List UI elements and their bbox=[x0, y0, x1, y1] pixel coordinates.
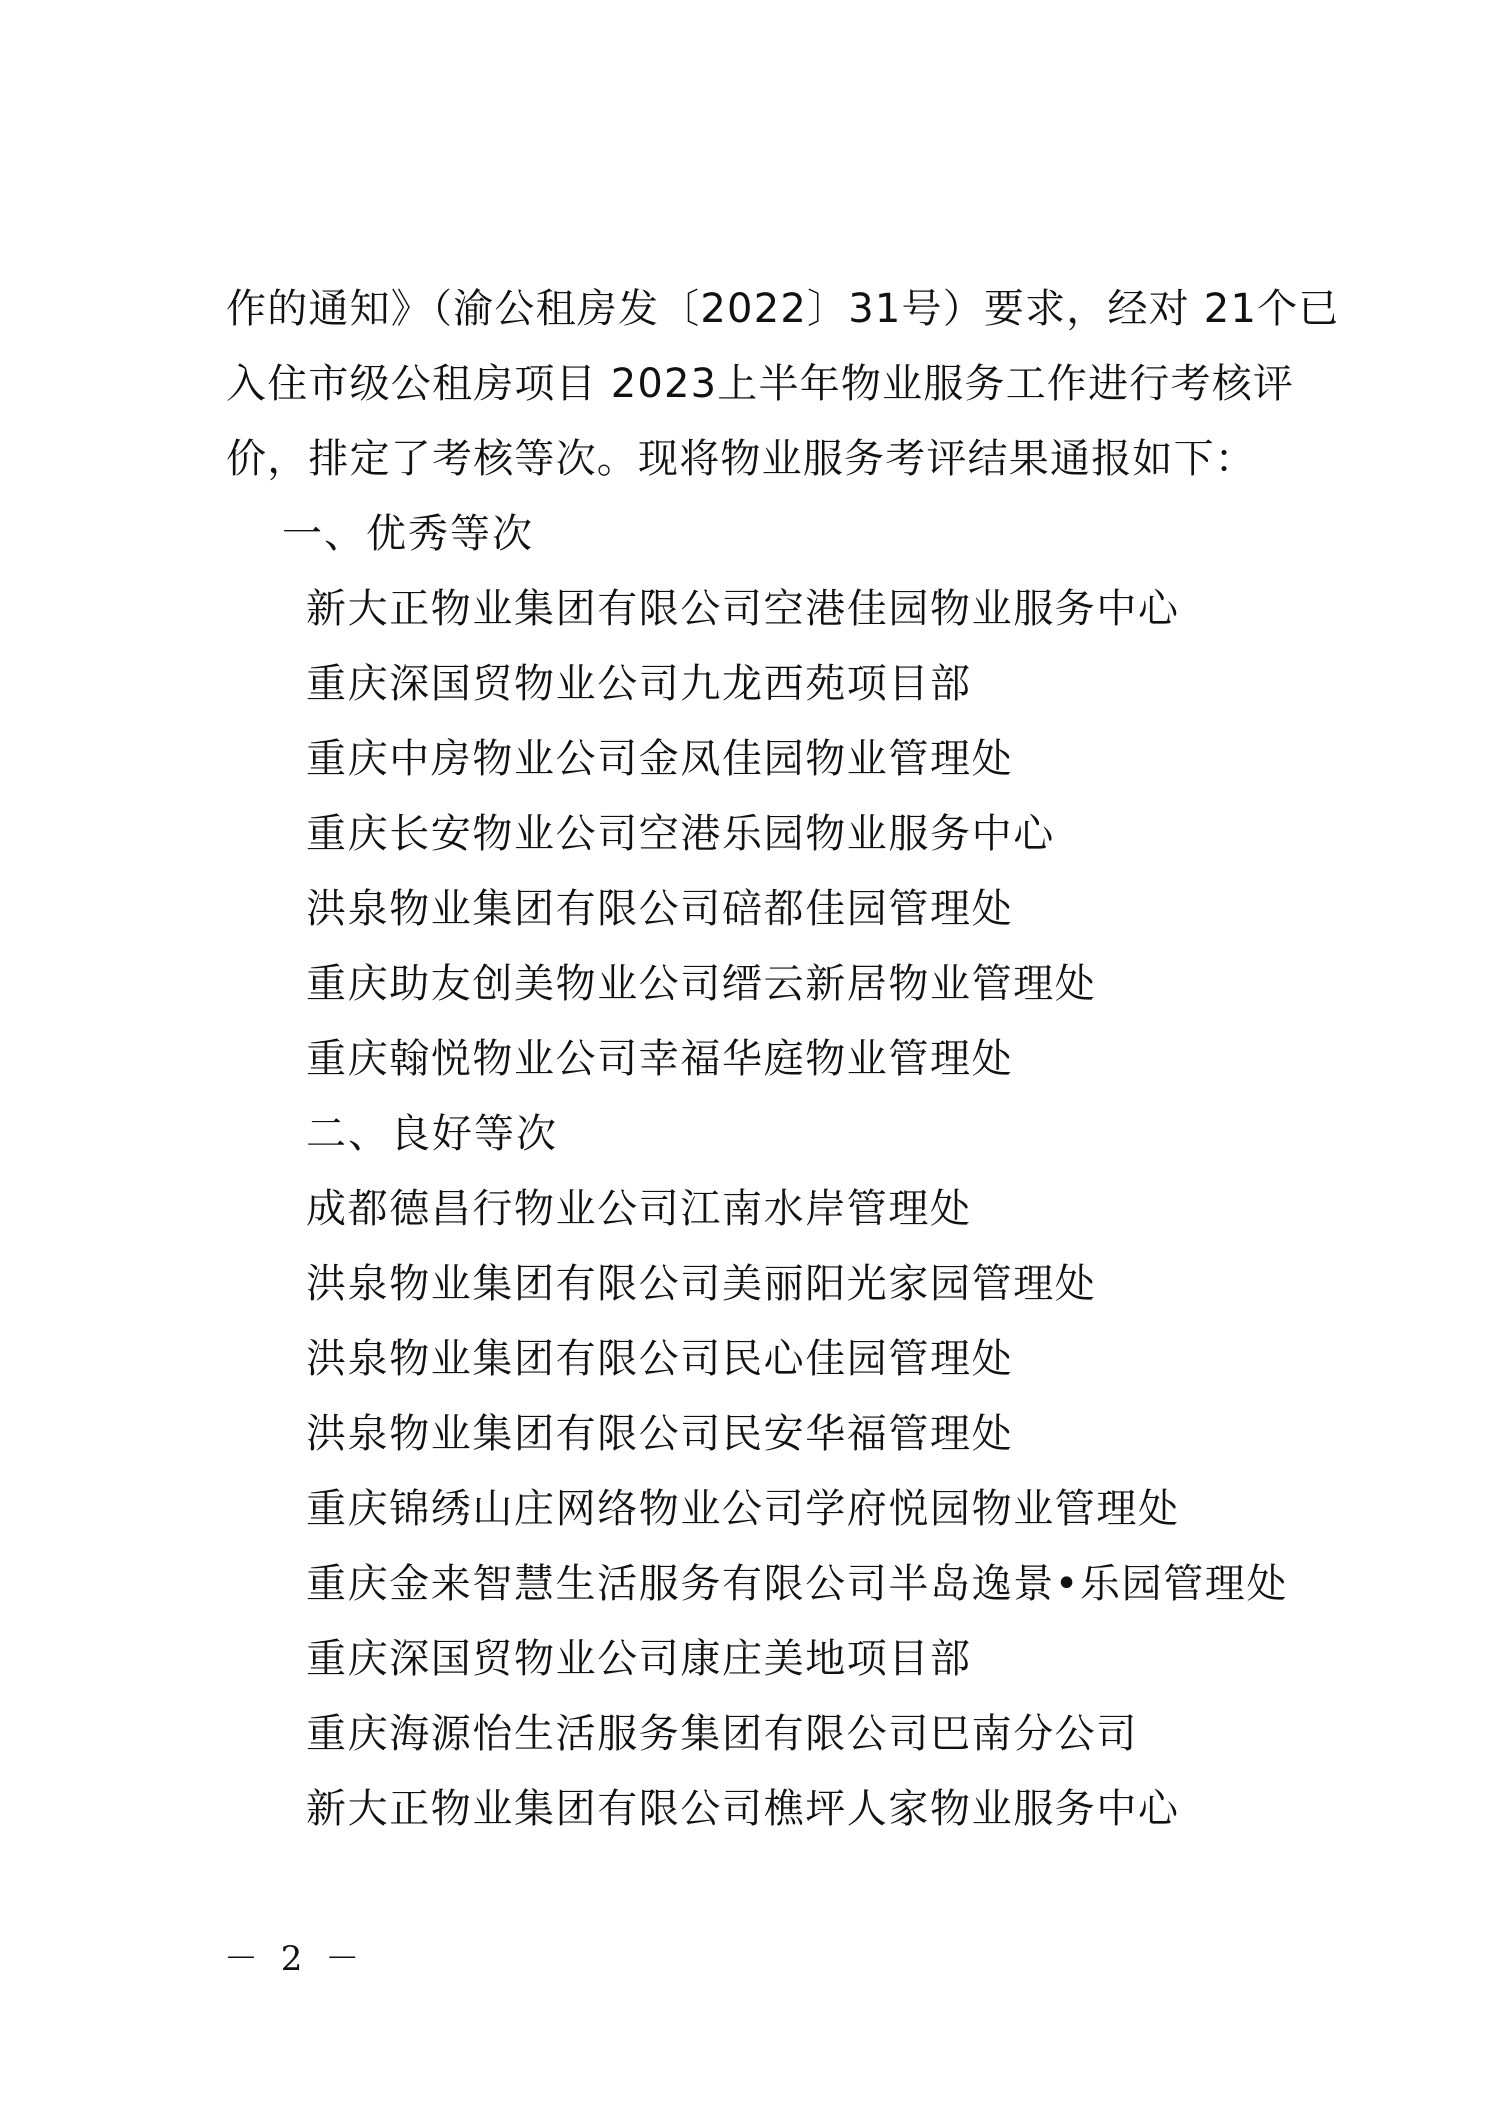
list-item: 洪泉物业集团有限公司民安华福管理处 bbox=[306, 1411, 1014, 1457]
list-item: 重庆中房物业公司金凤佳园物业管理处 bbox=[306, 736, 1014, 782]
list-item: 新大正物业集团有限公司樵坪人家物业服务中心 bbox=[306, 1786, 1180, 1832]
list-item: 新大正物业集团有限公司空港佳园物业服务中心 bbox=[306, 586, 1180, 632]
list-item: 重庆深国贸物业公司九龙西苑项目部 bbox=[306, 661, 972, 707]
list-item: 重庆锦绣山庄网络物业公司学府悦园物业管理处 bbox=[306, 1486, 1180, 1532]
list-item: 成都德昌行物业公司江南水岸管理处 bbox=[306, 1186, 972, 1232]
list-item: 重庆助友创美物业公司缙云新居物业管理处 bbox=[306, 961, 1097, 1007]
list-item: 重庆翰悦物业公司幸福华庭物业管理处 bbox=[306, 1036, 1014, 1082]
list-item: 重庆海源怡生活服务集团有限公司巴南分公司 bbox=[306, 1711, 1138, 1757]
list-item: 重庆金来智慧生活服务有限公司半岛逸景•乐园管理处 bbox=[306, 1561, 1288, 1607]
intro-line: 价，排定了考核等次。现将物业服务考评结果通报如下： bbox=[226, 436, 1256, 482]
list-item: 洪泉物业集团有限公司碚都佳园管理处 bbox=[306, 886, 1014, 932]
section-heading-good: 二、良好等次 bbox=[306, 1111, 558, 1157]
intro-line: 入住市级公租房项目 2023上半年物业服务工作进行考核评 bbox=[226, 361, 1295, 407]
list-item: 洪泉物业集团有限公司民心佳园管理处 bbox=[306, 1336, 1014, 1382]
page-number: － 2 － bbox=[224, 1939, 366, 1979]
intro-line: 作的通知》（渝公租房发〔2022〕31号）要求，经对 21个已 bbox=[226, 286, 1340, 332]
section-heading-excellent: 一、优秀等次 bbox=[282, 511, 534, 557]
list-item: 重庆长安物业公司空港乐园物业服务中心 bbox=[306, 811, 1055, 857]
list-item: 重庆深国贸物业公司康庄美地项目部 bbox=[306, 1636, 972, 1682]
list-item: 洪泉物业集团有限公司美丽阳光家园管理处 bbox=[306, 1261, 1097, 1307]
